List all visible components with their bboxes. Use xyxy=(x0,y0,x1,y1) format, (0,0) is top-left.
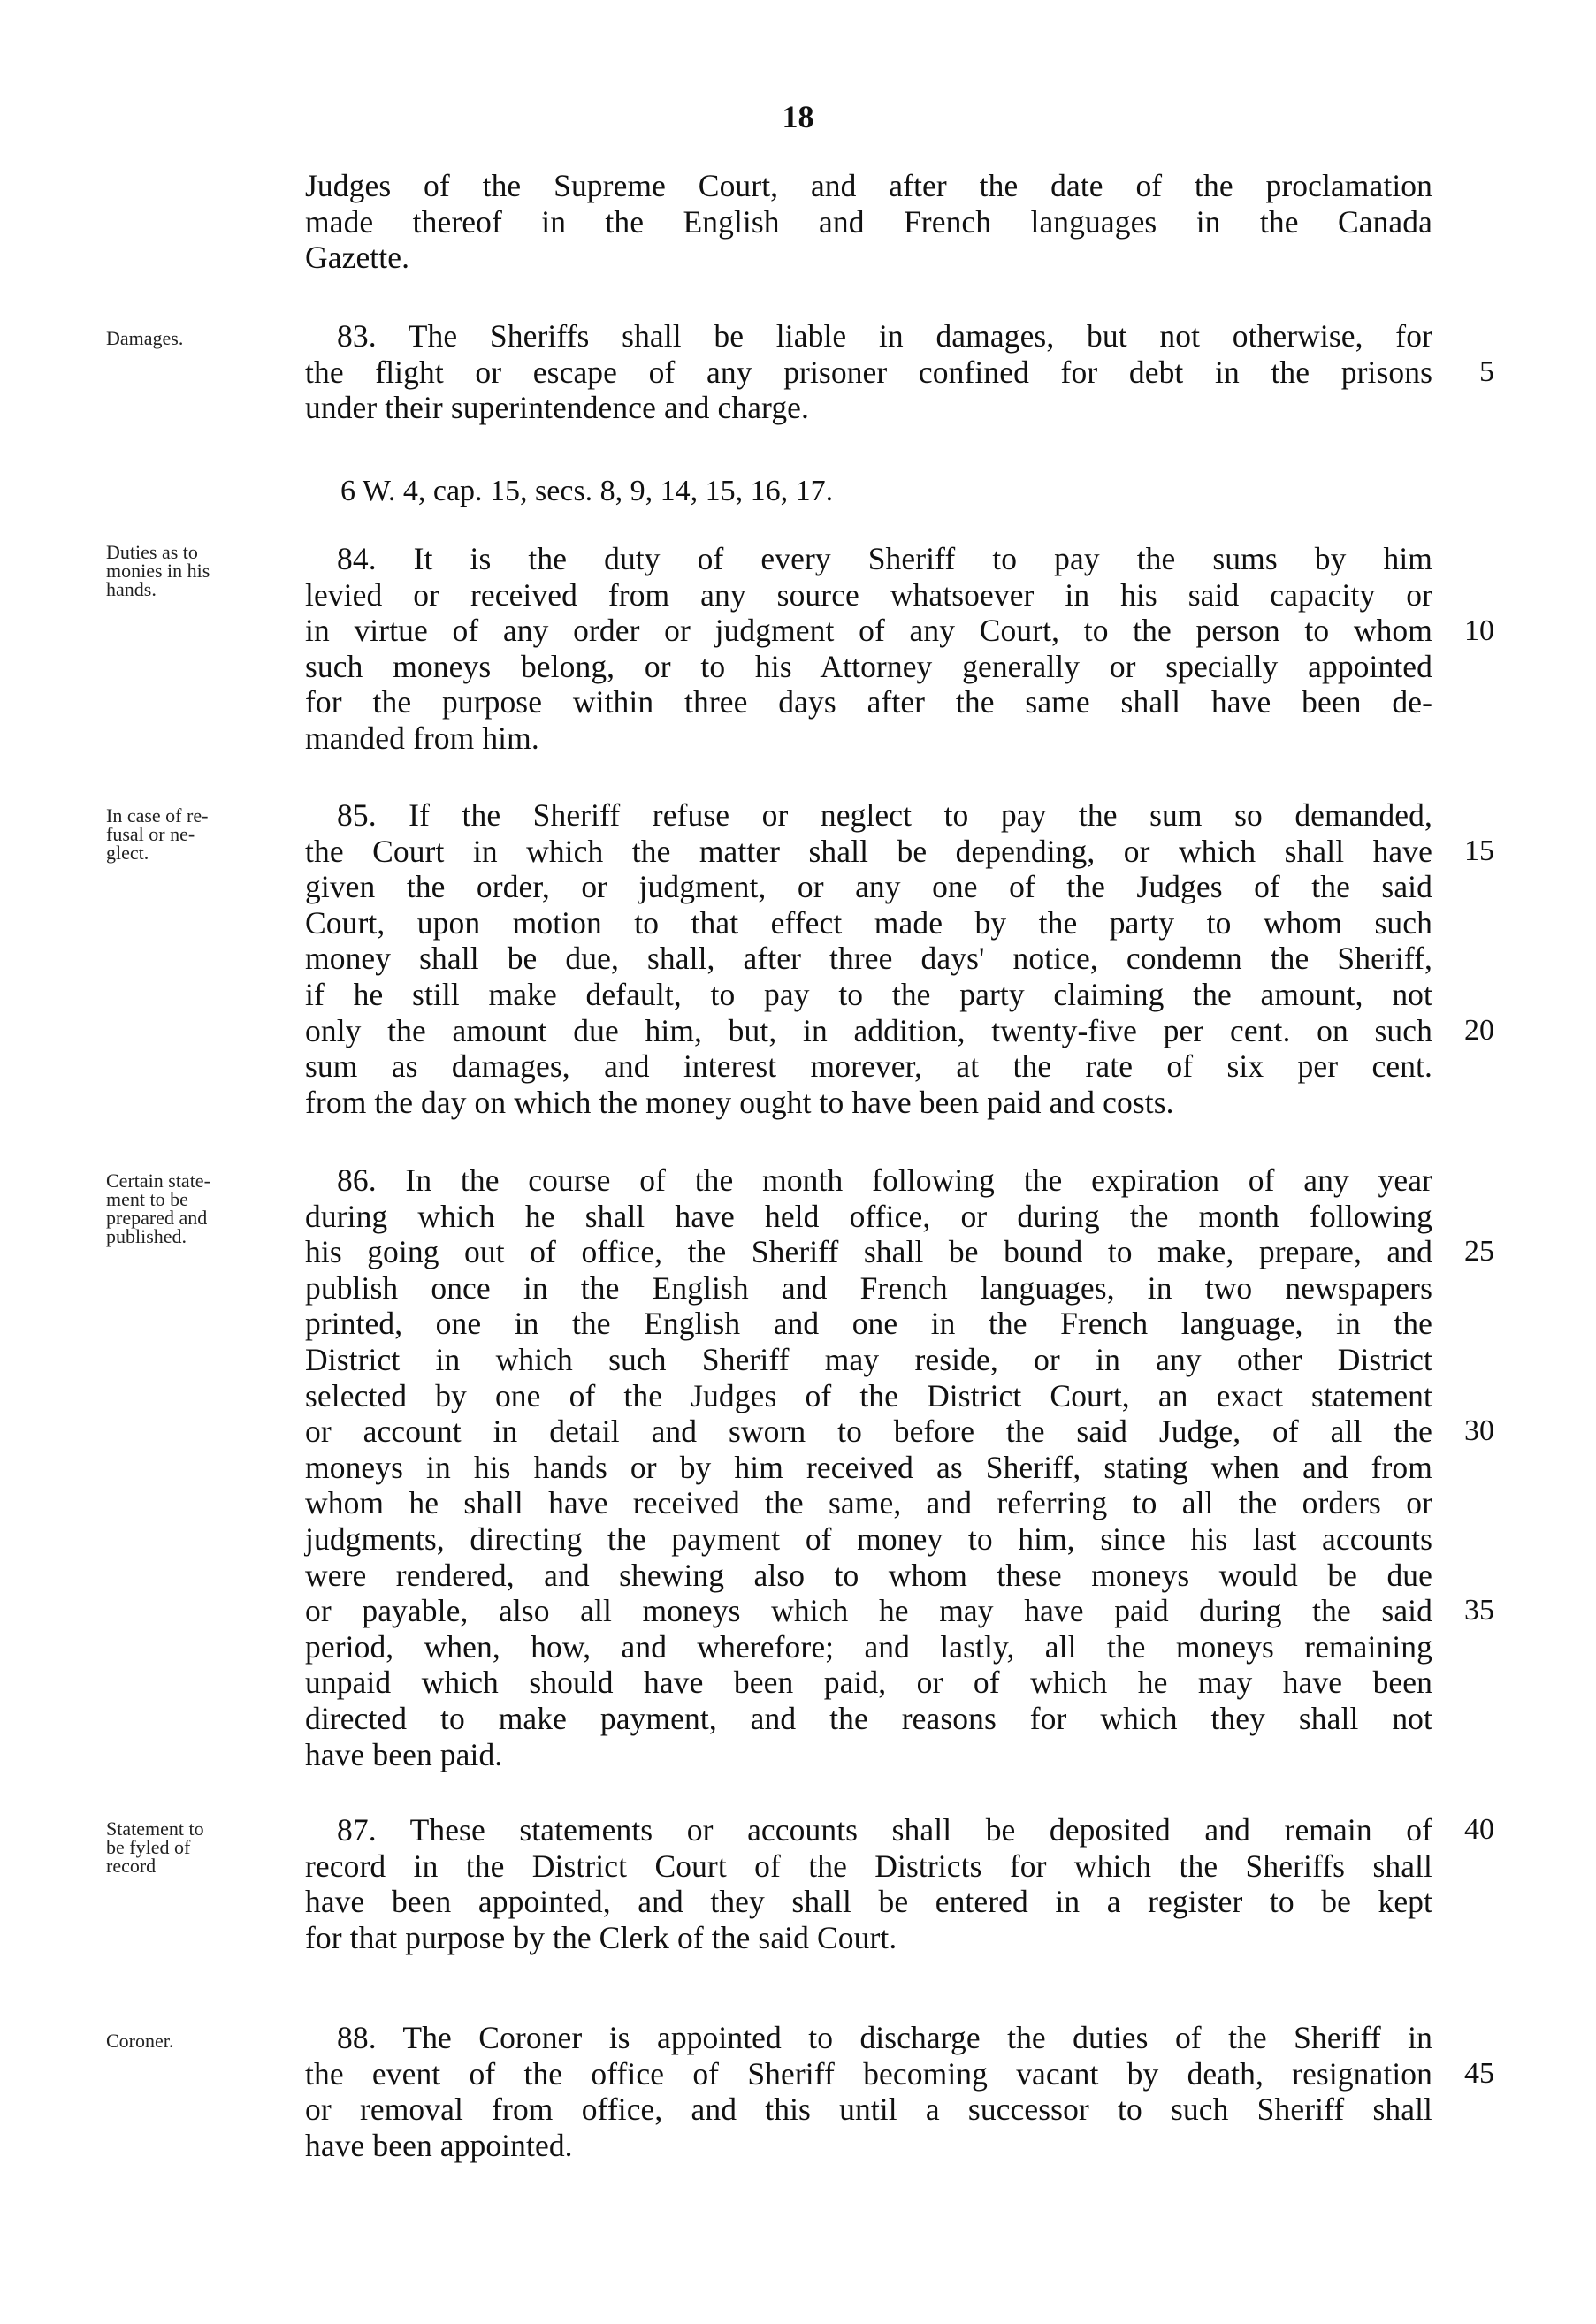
margin-note-coroner xyxy=(106,2031,301,2050)
line-number: 40 xyxy=(1464,1813,1494,1846)
text-line: from the day on which the money ought to have been paid and costs. xyxy=(305,1084,1174,1120)
page-number: 18 xyxy=(782,99,814,134)
text-line: if he still make default, to pay to the party claiming the amount, not xyxy=(305,976,1432,1012)
text-line: whom he shall have received the same, and referring to all the orders or xyxy=(305,1485,1432,1521)
text-line: manded from him. xyxy=(305,720,539,756)
line-number: 35 xyxy=(1464,1594,1494,1627)
margin-note-line: Certain state- xyxy=(106,1170,210,1192)
line-number: 5 xyxy=(1479,355,1494,388)
text-line: moneys in his hands or by him received as Sheriff, stating when and from xyxy=(305,1449,1432,1485)
line-number: 20 xyxy=(1464,1014,1494,1047)
margin-note-line: Damages. xyxy=(106,327,184,349)
text-line: directed to make payment, and the reasons for which they shall not xyxy=(305,1700,1432,1736)
text-line: levied or received from any source whatsoever in his said capacity or xyxy=(305,576,1432,613)
text-line: only the amount due him, but, in addition, twenty-five per cent. on such xyxy=(305,1012,1432,1048)
text-line: 87. These statements or accounts shall be deposited and remain of xyxy=(337,1812,1432,1848)
text-line: period, when, how, and wherefore; and lastly, all the moneys remaining xyxy=(305,1628,1432,1665)
text-line: printed, one in the English and one in the French language, in the xyxy=(305,1306,1432,1342)
text-line: Judges of the Supreme Court, and after the date of the proclamation xyxy=(305,168,1432,203)
margin-note-line: Coroner. xyxy=(106,2030,174,2052)
text-line: the flight or escape of any prisoner confined for debt in the prisons xyxy=(305,354,1432,390)
margin-note-refusal xyxy=(106,806,301,862)
text-line: for that purpose by the Clerk of the said Court. xyxy=(305,1919,897,1955)
margin-note-damages xyxy=(106,329,301,347)
text-line: in virtue of any order or judgment of any Court, to the person to whom xyxy=(305,613,1432,649)
text-line: have been appointed. xyxy=(305,2127,573,2163)
text-line: Court, upon motion to that effect made by the party to whom such xyxy=(305,904,1432,941)
margin-note-line: Statement to xyxy=(106,1817,204,1840)
statute-citation: 6 W. 4, cap. 15, secs. 8, 9, 14, 15, 16, 17. xyxy=(340,475,834,507)
margin-note-duties xyxy=(106,543,301,598)
text-line: for the purpose within three days after the same shall have been de- xyxy=(305,684,1432,720)
margin-note-line: be fyled of xyxy=(106,1836,191,1858)
text-line: his going out of office, the Sheriff shall be bound to make, prepare, and xyxy=(305,1234,1432,1270)
text-line: District in which such Sheriff may reside, or in any other District xyxy=(305,1341,1432,1377)
section-84 xyxy=(305,541,1432,757)
text-line: Gazette. xyxy=(305,240,410,276)
text-line: money shall be due, shall, after three days' notice, condemn the Sheriff, xyxy=(305,941,1432,977)
margin-note-line: monies in his xyxy=(106,560,210,582)
margin-note-line: published. xyxy=(106,1225,187,1247)
text-line: were rendered, and shewing also to whom these moneys would be due xyxy=(305,1557,1432,1593)
line-number: 45 xyxy=(1464,2057,1494,2090)
margin-note-fyled xyxy=(106,1819,301,1875)
line-number: 30 xyxy=(1464,1414,1494,1447)
text-line: the Court in which the matter shall be depending, or which shall have xyxy=(305,833,1432,869)
text-line: publish once in the English and French languages, in two newspapers xyxy=(305,1269,1432,1306)
section-86 xyxy=(305,1162,1432,1772)
section-85 xyxy=(305,797,1432,1120)
section-87 xyxy=(305,1812,1432,1955)
line-number: 15 xyxy=(1464,834,1494,867)
text-line: record in the District Court of the Districts for which the Sheriffs shall xyxy=(305,1848,1432,1884)
margin-note-statement xyxy=(106,1171,301,1246)
text-line: during which he shall have held office, or during the month following xyxy=(305,1198,1432,1234)
text-line: selected by one of the Judges of the District Court, an exact statement xyxy=(305,1377,1432,1413)
margin-note-line: record xyxy=(106,1855,157,1877)
margin-note-line: fusal or ne- xyxy=(106,823,195,845)
text-line: under their superintendence and charge. xyxy=(305,390,810,426)
text-line: such moneys belong, or to his Attorney generally or specially appointed xyxy=(305,648,1432,684)
text-line: 84. It is the duty of every Sheriff to pay the sums by him xyxy=(337,541,1432,576)
margin-note-line: hands. xyxy=(106,578,157,600)
text-line: 85. If the Sheriff refuse or neglect to pay the sum so demanded, xyxy=(337,797,1432,833)
text-line: made thereof in the English and French languages in the Canada xyxy=(305,203,1432,240)
text-line: given the order, or judgment, or any one of the Judges of the said xyxy=(305,869,1432,905)
text-line: sum as damages, and interest morever, at the rate of six per cent. xyxy=(305,1048,1432,1085)
section-83 xyxy=(305,318,1432,426)
margin-note-line: prepared and xyxy=(106,1207,208,1229)
margin-note-line: glect. xyxy=(106,842,149,864)
text-line: have been paid. xyxy=(305,1736,503,1772)
text-line: 86. In the course of the month following the expiration of any year xyxy=(337,1162,1432,1198)
text-line: 88. The Coroner is appointed to discharge the duties of the Sheriff in xyxy=(337,2020,1432,2055)
margin-note-line: In case of re- xyxy=(106,804,209,827)
text-line: have been appointed, and they shall be entered in a register to be kept xyxy=(305,1884,1432,1920)
text-line: the event of the office of Sheriff becoming vacant by death, resignation xyxy=(305,2055,1432,2092)
margin-note-line: ment to be xyxy=(106,1188,188,1210)
text-line: or removal from office, and this until a successor to such Sheriff shall xyxy=(305,2092,1432,2128)
text-line: or payable, also all moneys which he may have paid during the said xyxy=(305,1593,1432,1629)
intro-paragraph xyxy=(305,168,1432,276)
line-number: 10 xyxy=(1464,614,1494,647)
text-line: unpaid which should have been paid, or of which he may have been xyxy=(305,1665,1432,1701)
text-line: or account in detail and sworn to before the said Judge, of all the xyxy=(305,1413,1432,1450)
line-number: 25 xyxy=(1464,1235,1494,1268)
text-line: judgments, directing the payment of money to him, since his last accounts xyxy=(305,1520,1432,1557)
margin-note-line: Duties as to xyxy=(106,541,198,563)
text-line: 83. The Sheriffs shall be liable in damages, but not otherwise, for xyxy=(337,318,1432,354)
section-88 xyxy=(305,2020,1432,2163)
